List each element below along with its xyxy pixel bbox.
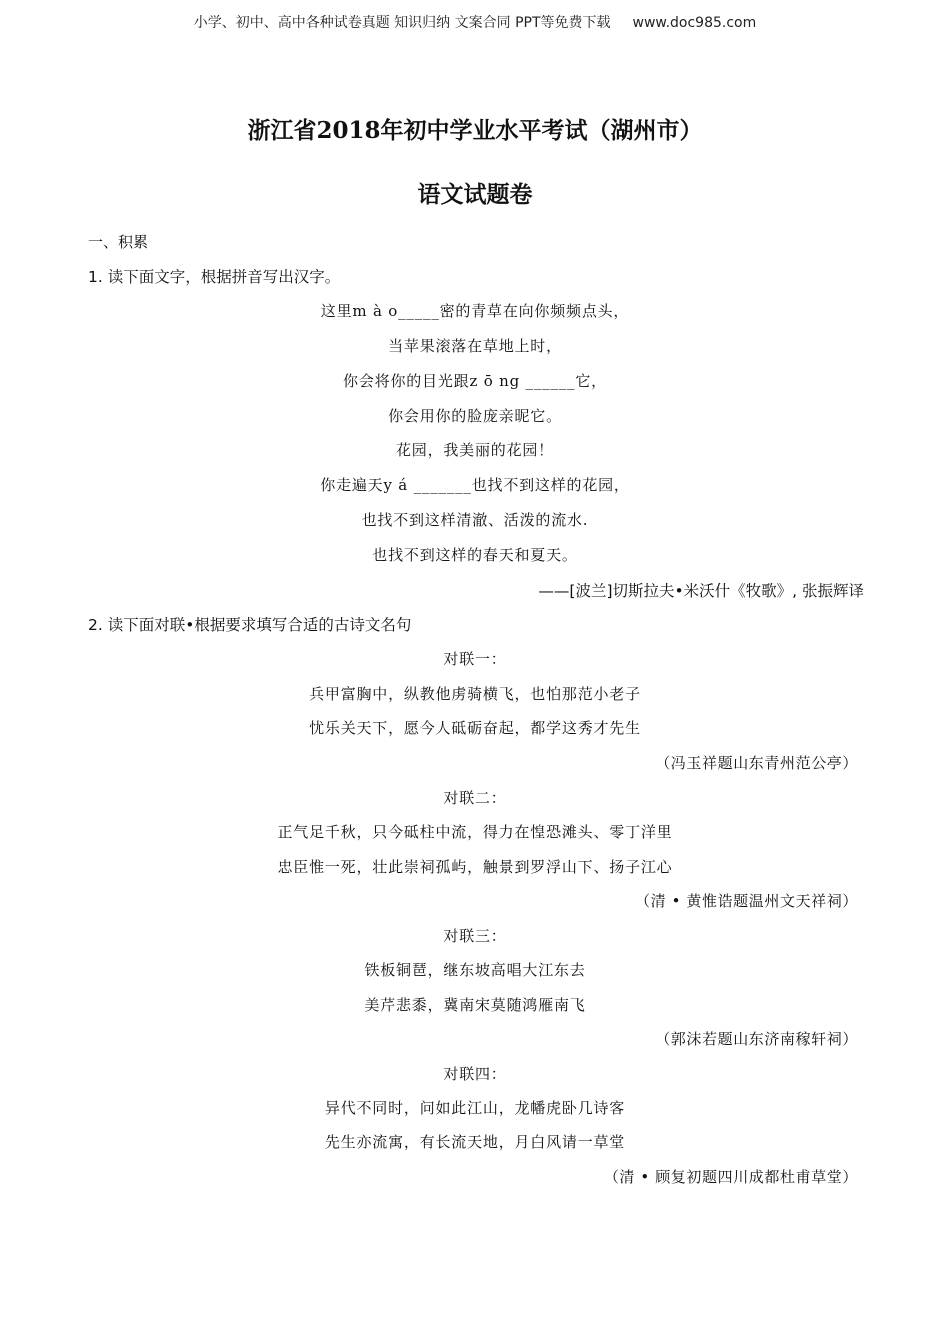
couplet-upper: 兵甲富胸中，纵教他虏骑横飞，也怕那范小老子 [309, 685, 641, 703]
poem-line: 这里m à o_____密的青草在向你频频点头， [320, 302, 630, 320]
couplet-lower: 忠臣惟一死，壮此崇祠孤屿，触景到罗浮山下、扬子江心 [277, 858, 673, 876]
couplet-label: 对联四： [443, 1065, 507, 1083]
poem-line: 也找不到这样的春天和夏天。 [372, 546, 578, 564]
poem-line: 花园，我美丽的花园！ [395, 441, 554, 459]
couplet-label: 对联一： [443, 650, 507, 668]
poem-line: 你会将你的目光跟z ō ng ______它， [343, 372, 607, 390]
couplet-upper: 正气足千秋，只今砥柱中流，得力在惶恐滩头、零丁洋里 [277, 823, 673, 841]
question-1-prompt: 1. 读下面文字，根据拼音写出汉字。 [88, 268, 341, 286]
couplet-source: （清 • 黄惟诰题温州文天祥祠） [635, 892, 858, 910]
couplet-lower: 忧乐关天下，愿今人砥砺奋起，都学这秀才先生 [309, 719, 641, 737]
section-heading: 一、积累 [88, 233, 149, 251]
poem-line: 你会用你的脸庞亲昵它。 [388, 407, 562, 425]
couplet-lower: 美芹悲黍，冀南宋莫随鸿雁南飞 [364, 996, 586, 1014]
poem-line: 也找不到这样清澈、活泼的流水. [361, 511, 589, 529]
couplet-label: 对联三： [443, 927, 507, 945]
header-tagline: 小学、初中、高中各种试卷真题 知识归纳 文案合同 PPT等免费下载 [193, 15, 611, 31]
page-header [0, 12, 950, 32]
poem-source: ——[波兰]切斯拉夫•米沃什《牧歌》, 张振辉译 [538, 582, 864, 600]
header-site: www.doc985.com [632, 15, 757, 31]
couplet-source: （冯玉祥题山东青州范公亭） [655, 754, 858, 772]
question-2-prompt: 2. 读下面对联•根据要求填写合适的古诗文名句 [88, 616, 412, 634]
poem-line: 你走遍天y á _______也找不到这样的花园， [320, 476, 630, 494]
couplet-upper: 铁板铜琶，继东坡高唱大江东去 [364, 961, 586, 979]
couplet-source: （郭沫若题山东济南稼轩祠） [655, 1030, 858, 1048]
couplet-label: 对联二： [443, 789, 507, 807]
exam-title: 浙江省2018年初中学业水平考试（湖州市） [247, 117, 703, 144]
couplet-upper: 异代不同时，问如此江山，龙幡虎卧几诗客 [324, 1099, 626, 1117]
couplet-source: （清 • 顾复初题四川成都杜甫草堂） [603, 1168, 858, 1186]
couplet-lower: 先生亦流寓，有长流天地，月白风请一草堂 [324, 1133, 626, 1151]
exam-subtitle: 语文试题卷 [417, 181, 533, 208]
poem-line: 当苹果滚落在草地上时， [388, 337, 562, 355]
